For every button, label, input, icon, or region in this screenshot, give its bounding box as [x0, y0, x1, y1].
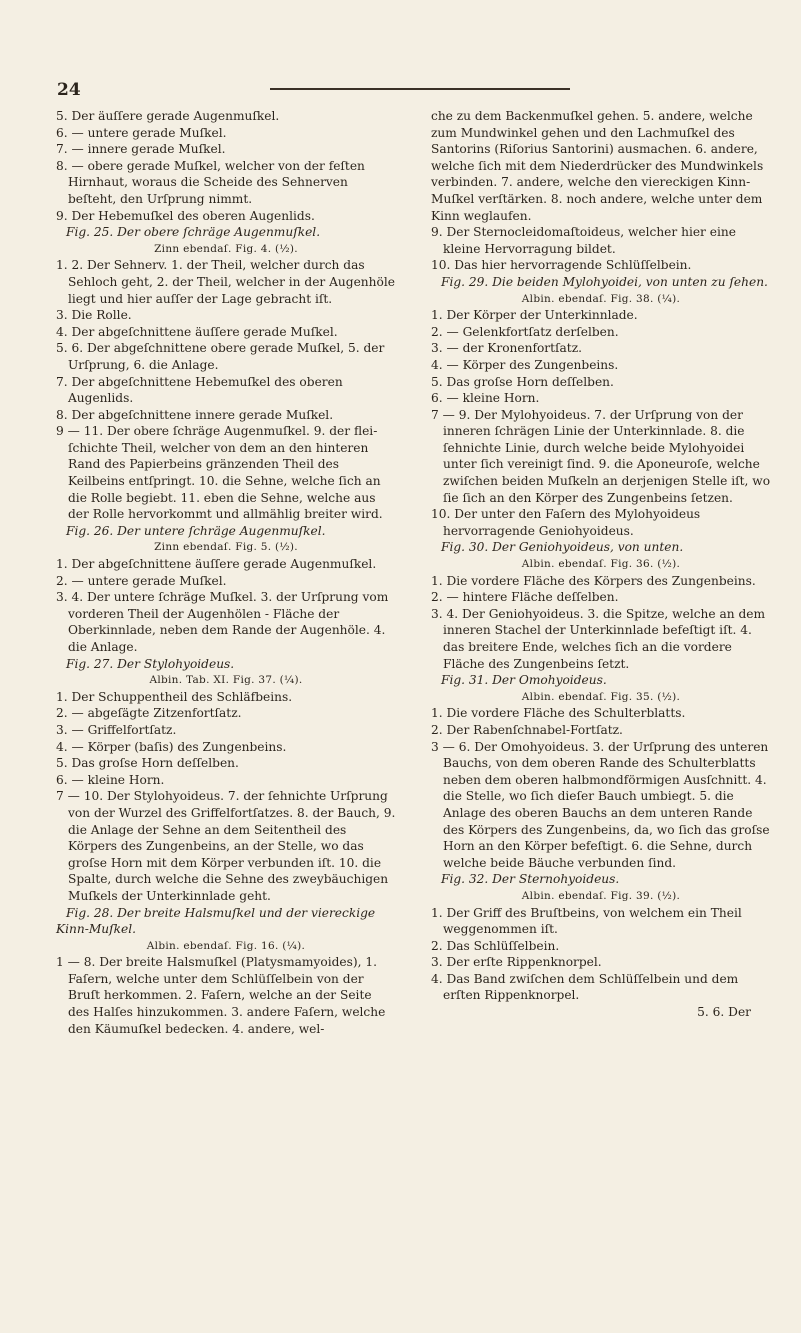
figure-source: Albin. ebendaſ. Fig. 16. (¼). — [146, 939, 306, 952]
list-item: 2. — abgeſägte Zitzenfortſatz. — [56, 706, 242, 721]
list-item: 1. Der abgeſchnittene äuſſere gerade Augenmuſkel. — [56, 557, 377, 572]
figure-heading: Fig. 25. Der obere ſchräge Augenmuſkel. — [66, 225, 321, 240]
list-item: 7 — 10. Der Stylohyoideus. 7. der ſehnichte Urſprung von der Wurzel des Griffelfortſatzes. 8. der Bauch, 9. die Anlage der Sehne an dem Seitentheil des Körpers des Zungenbeins, an der Stelle, wo das groſse Horn mit dem Körper verbunden iſt. 10. die Spalte, durch welche die Sehne des zweybäuchigen Muſkels der Unterkinnlade geht. — [56, 789, 396, 903]
continued-paragraph: che zu dem Backenmuſkel gehen. 5. andere, welche zum Mundwinkel gehen und den Lachmuſkel des Santorins (Riſorius Santorini) ausmachen. 6. andere, welche ſich mit dem Niederdrücker des Mundwinkels verbinden. 7. andere, welche den viereckigen Kinn-Muſkel verſtärken. 8. noch andere, welche unter dem Kinn weglaufen. — [431, 109, 764, 223]
figure-source: Albin. Tab. XI. Fig. 37. (¼). — [149, 674, 303, 687]
list-item: 4. Der abgeſchnittene äuſſere gerade Muſkel. — [56, 324, 338, 339]
figure-source: Zinn ebendaſ. Fig. 5. (½). — [154, 541, 298, 554]
list-item: 1. Der Körper der Unterkinnlade. — [431, 308, 638, 323]
figure-source: Zinn ebendaſ. Fig. 4. (½). — [154, 242, 298, 255]
figure-heading: Fig. 30. Der Geniohyoideus, von unten. — [441, 540, 684, 555]
page-number: 24 — [57, 80, 81, 100]
list-item: 10. Das hier hervorragende Schlüſſelbein. — [431, 258, 692, 273]
list-item: 10. Der unter den Faſern des Mylohyoideus hervorragende Geniohyoideus. — [431, 507, 701, 538]
figure-heading: Fig. 26. Der untere ſchräge Augenmuſkel. — [66, 523, 326, 538]
list-item: 3. Der erſte Rippenknorpel. — [431, 955, 602, 970]
figure-source: Albin. ebendaſ. Fig. 35. (½). — [521, 690, 681, 703]
list-item: 6. — kleine Horn. — [431, 391, 540, 406]
list-item: 6. — kleine Horn. — [56, 772, 165, 787]
list-item: 7. — innere gerade Muſkel. — [56, 142, 226, 157]
left-column — [56, 108, 396, 1037]
figure-heading: Fig. 31. Der Omohyoideus. — [441, 673, 607, 688]
list-item: 2. Der Rabenſchnabel-Fortſatz. — [431, 722, 623, 737]
list-item: 3. Die Rolle. — [56, 308, 132, 323]
figure-heading: Fig. 28. Der breite Halsmuſkel und der viereckige Kinn-Muſkel. — [56, 905, 376, 937]
figure-heading: Fig. 29. Die beiden Mylohyoidei, von unten zu ſehen. — [441, 274, 768, 289]
list-item: 2. — Gelenkfortſatz derſelben. — [431, 324, 619, 339]
figure-source: Albin. ebendaſ. Fig. 39. (½). — [521, 889, 681, 902]
figure-heading: Fig. 27. Der Stylohyoideus. — [66, 656, 235, 671]
list-item: 4. — Körper des Zungenbeins. — [431, 357, 619, 372]
list-item: 3. 4. Der Geniohyoideus. 3. die Spitze, welche an dem inneren Stachel der Unterkinnlade befeſtigt iſt. 4. das breitere Ende, welches ſich an die vordere Fläche des Zungenbeins ſetzt. — [431, 606, 766, 671]
list-item: 6. — untere gerade Muſkel. — [56, 125, 227, 140]
list-item: 1. Der Griff des Bruſtbeins, von welchem ein Theil weggenommen iſt. — [431, 905, 742, 937]
list-item: 9. Der Hebemuſkel des oberen Augenlids. — [56, 208, 315, 223]
list-item: 2. — untere gerade Muſkel. — [56, 573, 227, 588]
figure-source: Albin. ebendaſ. Fig. 38. (¼). — [521, 292, 681, 305]
list-item: 3. 4. Der untere ſchräge Muſkel. 3. der Urſprung vom vorderen Theil der Augenhölen - Fläche der Oberkinnlade, neben dem Rande der Augenhöle. 4. die Anlage. — [56, 590, 389, 654]
list-item: 1 — 8. Der breite Halsmuſkel (Platysmamyoides), 1. Faſern, welche unter dem Schlüſſelbein von der Bruſt herkommen. 2. Faſern, welche an der Seite des Halſes hinzukommen. 3. andere Faſern, welche den Käumuſkel bedecken. 4. andere, wel- — [56, 955, 386, 1036]
list-item: 7. Der abgeſchnittene Hebemuſkel des oberen Augenlids. — [56, 374, 343, 406]
list-item: 8. — obere gerade Muſkel, welcher von der feſten Hirnhaut, woraus die Scheide des Sehnerven beſteht, den Urſprung nimmt. — [56, 158, 365, 206]
list-item: 5. 6. Der abgeſchnittene obere gerade Muſkel, 5. der Urſprung, 6. die Anlage. — [56, 341, 385, 372]
list-item: 2. — hintere Fläche deſſelben. — [431, 590, 619, 605]
list-item: 8. Der abgeſchnittene innere gerade Muſkel. — [56, 407, 334, 422]
list-item: 1. 2. Der Sehnerv. 1. der Theil, welcher durch das Sehloch geht, 2. der Theil, welcher in der Augenhöle liegt und hier auſſer der Lage gebracht iſt. — [56, 258, 395, 306]
list-item: 4. — Körper (baſis) des Zungenbeins. — [56, 739, 287, 754]
list-item: 4. Das Band zwiſchen dem Schlüſſelbein und dem erſten Rippenknorpel. — [431, 971, 739, 1003]
list-item: 1. Der Schuppentheil des Schläfbeins. — [56, 689, 293, 704]
list-item: 3 — 6. Der Omohyoideus. 3. der Urſprung des unteren Bauchs, von dem oberen Rande des Schulterblatts neben dem oberen halbmondförmigen Ausſchnitt. 4. die Stelle, wo ſich dieſer Bauch umbiegt. 5. die Anlage des oberen Bauchs an dem unteren Rande des Körpers des Zungenbeins, da, wo ſich das groſse Horn an den Körper befeſtigt. 6. die Sehne, durch welche beide Bäuche verbunden ſind. — [431, 739, 770, 870]
list-item: 5. Der äuſſere gerade Augenmuſkel. — [56, 109, 280, 123]
figure-heading: Fig. 32. Der Sternohyoideus. — [441, 872, 620, 887]
figure-source: Albin. ebendaſ. Fig. 36. (½). — [521, 558, 681, 571]
right-column — [431, 108, 771, 1021]
list-item: 1. Die vordere Fläche des Körpers des Zungenbeins. — [431, 573, 756, 588]
list-item: 3. — der Kronenfortſatz. — [431, 341, 582, 356]
list-item: 5. Das groſse Horn deſſelben. — [56, 756, 239, 771]
list-item: 5. 6. Der — [697, 1005, 751, 1020]
list-item: 9. Der Sternocleidomaſtoideus, welcher hier eine kleine Hervorragung bildet. — [431, 225, 736, 256]
list-item: 7 — 9. Der Mylohyoideus. 7. der Urſprung von der inneren ſchrägen Linie der Unterkinnlade. 8. die ſehnichte Linie, durch welche beide Mylohyoidei unter ſich vereinigt ſind. 9. die Aponeuroſe, welche zwiſchen beiden Muſkeln an derjenigen Stelle iſt, wo ſie ſich an den Körper des Zungenbeins ſetzen. — [431, 407, 771, 505]
list-item: 5. Das groſse Horn deſſelben. — [431, 374, 614, 389]
header-rule — [270, 88, 570, 90]
list-item: 2. Das Schlüſſelbein. — [431, 938, 560, 953]
list-item: 1. Die vordere Fläche des Schulterblatts. — [431, 706, 686, 721]
list-item: 9 — 11. Der obere ſchräge Augenmuſkel. 9. der flei-ſchichte Theil, welcher von dem an den hinteren Rand des Papierbeins gränzenden Theil des Keilbeins entſpringt. 10. die Sehne, welche ſich an die Rolle begiebt. 11. eben die Sehne, welche aus der Rolle hervorkommt und allmählig breiter wird. — [56, 424, 383, 522]
list-item: 3. — Griffelfortſatz. — [56, 722, 177, 737]
